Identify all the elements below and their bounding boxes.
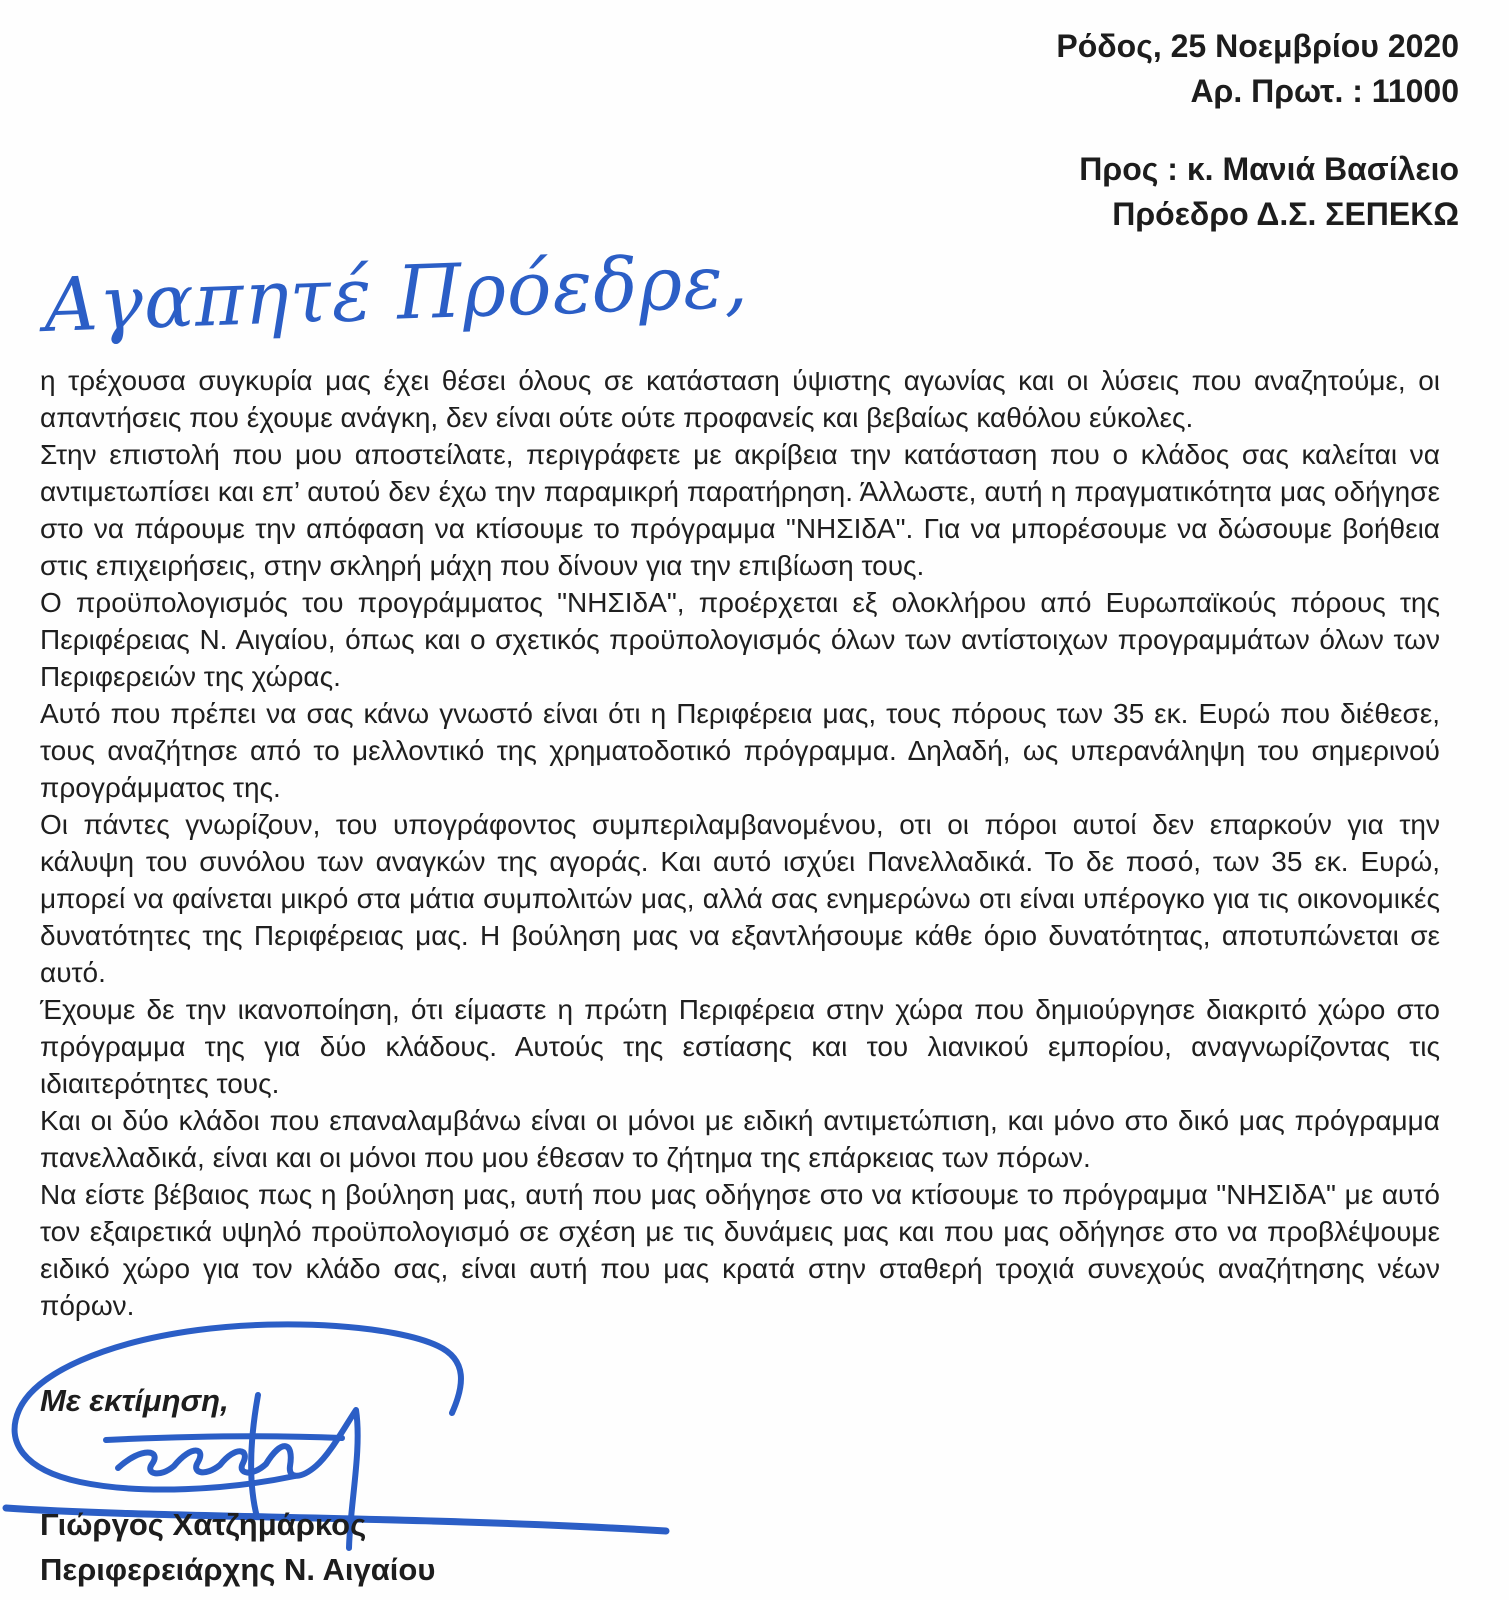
signature-crossbar — [106, 1436, 342, 1440]
recipient-line-2: Πρόεδρο Δ.Σ. ΣΕΠΕΚΩ — [1112, 196, 1459, 232]
place-date-line: Ρόδος, 25 Νοεμβρίου 2020 — [1056, 28, 1459, 64]
paragraph-6: Έχουμε δε την ικανοποίηση, ότι είμαστε η πρώτη Περιφέρεια στην χώρα που δημιούργησε διακριτό χώρο στο πρόγραμμα της για δύο κλάδους. Αυτούς της εστίασης και του λιανικού εμπορίου, αναγνωρίζοντας τις ιδιαιτερότητες τους. — [40, 994, 1440, 1099]
letter-body — [40, 362, 1440, 1324]
paragraph-7: Και οι δύο κλάδοι που επαναλαμβάνω είναι οι μόνοι με ειδική αντιμετώπιση, και μόνο στο δικό μας πρόγραμμα πανελλαδικά, είναι και οι μόνοι που μου έθεσαν το ζήτημα της επάρκειας των πόρων. — [40, 1105, 1440, 1173]
paragraph-2: Στην επιστολή που μου αποστείλατε, περιγράφετε με ακρίβεια την κατάσταση που ο κλάδος σας καλείται να αντιμετωπίσει και επ’ αυτού δεν έχω την παραμικρή παρατήρηση. Άλλωστε, αυτή η πραγματικότητα μας οδήγησε στο να πάρουμε την απόφαση να κτίσουμε το πρόγραμμα "ΝΗΣΙδΑ". Για να μπορέσουμε να δώσουμε βοήθεια στις επιχειρήσεις, στην σκληρή μάχη που δίνουν για την επιβίωση τους. — [40, 439, 1440, 581]
paragraph-3: Ο προϋπολογισμός του προγράμματος "ΝΗΣΙδΑ", προέρχεται εξ ολοκλήρου από Ευρωπαϊκούς πόρους της Περιφέρειας Ν. Αιγαίου, όπως και ο σχετικός προϋπολογισμός όλων των αντίστοιχων προγραμμάτων όλων των Περιφερειών της χώρας. — [40, 587, 1440, 692]
recipient-block — [1079, 147, 1459, 237]
signatory-name: Γιώργος Χατζημάρκος — [40, 1507, 367, 1542]
handwritten-greeting: Αγαπητέ Πρόεδρε, — [42, 238, 750, 349]
protocol-number-line: Αρ. Πρωτ. : 11000 — [1190, 73, 1459, 109]
paragraph-4: Αυτό που πρέπει να σας κάνω γνωστό είναι ότι η Περιφέρεια μας, τους πόρους των 35 εκ. Ευρώ που διέθεσε, τους αναζήτησε από το μελλοντικό της χρηματοδοτικό πρόγραμμα. Δηλαδή, ως υπερανάληψη του σημερινού προγράμματος της. — [40, 698, 1440, 803]
signature-loop — [15, 1324, 461, 1489]
signature-block — [40, 1502, 435, 1592]
paragraph-5: Οι πάντες γνωρίζουν, του υπογράφοντος συμπεριλαμβανομένου, οτι οι πόροι αυτοί δεν επαρκούν για την κάλυψη του συνόλου των αναγκών της αγοράς. Και αυτό ισχύει Πανελλαδικά. Το δε ποσό, των 35 εκ. Ευρώ, μπορεί να φαίνεται μικρό στα μάτια συμπολιτών μας, αλλά σας ενημερώνω οτι είναι υπέρογκο για τις οικονομικές δυνατότητες της Περιφέρειας μας. Η βούληση μας να εξαντλήσουμε κάθε όριο δυνατότητας, αποτυπώνεται σε αυτό. — [40, 809, 1440, 988]
paragraph-8: Να είστε βέβαιος πως η βούληση μας, αυτή που μας οδήγησε στο να κτίσουμε το πρόγραμμα "ΝΗΣΙδΑ" με αυτό τον εξαιρετικά υψηλό προϋπολογισμό σε σχέση με τις δυνάμεις μας και που μας οδήγησε στο να προβλέψουμε ειδικό χώρο για τον κλάδο σας, είναι αυτή που μας κρατά στην σταθερή τροχιά συνεχούς αναζήτησης νέων πόρων. — [40, 1179, 1440, 1321]
signature-tall-stroke — [251, 1395, 258, 1517]
recipient-line-1: Προς : κ. Μανιά Βασίλειο — [1079, 151, 1459, 187]
header-meta — [1056, 24, 1459, 114]
paragraph-1: η τρέχουσα συγκυρία μας έχει θέσει όλους σε κατάσταση ύψιστης αγωνίας και οι λύσεις που αναζητούμε, οι απαντήσεις που έχουμε ανάγκη, δεν είναι ούτε ούτε προφανείς και βεβαίως καθόλου εύκολες. — [40, 365, 1440, 433]
closing-salutation: Με εκτίμηση, — [40, 1383, 229, 1418]
signatory-title: Περιφερειάρχης Ν. Αιγαίου — [40, 1552, 436, 1587]
